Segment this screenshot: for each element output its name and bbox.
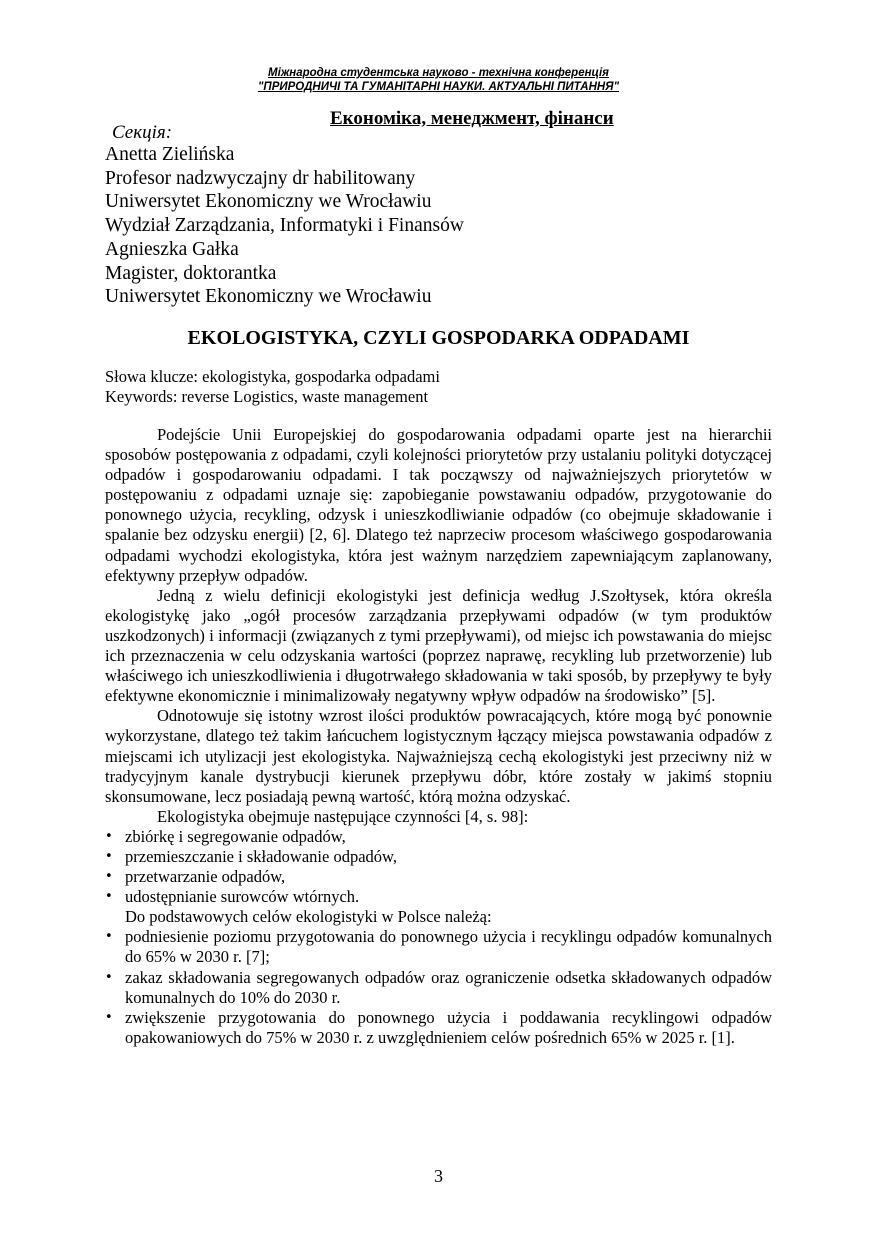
list-item [105,867,772,887]
bullet-icon: • [105,929,113,945]
body-paragraph: Ekologistyka obejmuje następujące czynności [4, s. 98]: [157,806,529,826]
section-title: Економіка, менеджмент, фінанси [330,108,614,129]
author-degree: Profesor nadzwyczajny dr habilitowany [105,167,416,189]
list-item-text: zakaz składowania segregowanych odpadów oraz ograniczenie odsetka składowanych odpadów komunalnych do 10% do 2030 r. [125,967,772,1007]
goals-list [105,927,772,1048]
list-item [105,847,772,867]
paper-body [105,425,772,1048]
bullet-icon: • [105,969,113,985]
list-item-text: zbiórkę i segregowanie odpadów, [125,826,346,846]
bullet-icon: • [105,848,113,864]
list-item [105,968,772,1008]
conference-name: Міжнародна студентська науково - технічна конференція [268,67,609,79]
list-item-text: udostępnianie surowców wtórnych. [125,887,360,907]
bullet-icon: • [105,889,113,905]
bullet-icon: • [105,828,113,844]
keywords-en: Keywords: reverse Logistics, waste management [105,387,429,406]
keywords-pl: Słowa klucze: ekologistyka, gospodarka odpadami [105,367,440,386]
list-item-text: podniesienie poziomu przygotowania do ponownego użycia i recyklingu odpadów komunalnych do 65% w 2030 r. [7]; [125,927,772,967]
section-label: Секція: [112,122,173,143]
conference-theme: "ПРИРОДНИЧІ ТА ГУМАНІТАРНІ НАУКИ. АКТУАЛЬНІ ПИТАННЯ" [257,81,620,93]
author-university: Uniwersytet Ekonomiczny we Wrocławiu [105,286,432,308]
list-item [105,927,772,967]
author-name: Agnieszka Gałka [105,238,239,260]
list-item [105,887,772,907]
body-paragraph: Podejście Unii Europejskiej do gospodarowania odpadami oparte jest na hierarchii sposobów postępowania z odpadami, czyli kolejności priorytetów przy ustalaniu polityki dotyczącej odpadów i gospodarowaniu odpadami. I tak począwszy od najważniejszych priorytetów w postępowaniu z odpadami uznaje się: zapobieganie powstawaniu odpadów, przygotowanie do ponownego użycia, recykling, odzysk i unieszkodliwianie odpadów (co obejmuje składowanie i spalanie bez odzysku energii) [2, 6]. Dlatego też naprzeciw procesom właściwego gospodarowania odpadami wychodzi ekologistyka, która jest ważnym narzędziem zapewniającym zaplanowany, efektywny przepływ odpadów. [105,425,772,585]
page-number: 3 [434,1166,443,1186]
body-paragraph: Odnotowuje się istotny wzrost ilości produktów powracających, które mogą być ponownie wykorzystane, dlatego też takim łańcuchem logistycznym łączący miejsca powstawania odpadów z miejscami ich utylizacji jest ekologistyka. Najważniejszą cechą ekologistyki jest przeciwny niż w tradycyjnym kanale dystrybucji kierunek przepływu dóbr, które zostały w jakimś stopniu skonsumowane, lecz posiadają pewną wartość, którą można odzyskać. [105,706,772,806]
activities-list [105,827,772,907]
author-faculty: Wydział Zarządzania, Informatyki i Finansów [105,215,464,237]
bullet-icon: • [105,869,113,885]
author-block [105,143,464,309]
author-degree: Magister, doktorantka [105,262,277,284]
goals-intro: Do podstawowych celów ekologistyki w Polsce należą: [125,907,492,927]
list-item [105,1008,772,1048]
author-university: Uniwersytet Ekonomiczny we Wrocławiu [105,191,432,213]
list-item-text: przemieszczanie i składowanie odpadów, [125,846,397,866]
author-name: Anetta Zielińska [105,144,235,165]
paper-title: EKOLOGISTYKA, CZYLI GOSPODARKA ODPADAMI [187,327,690,349]
body-paragraph: Jedną z wielu definicji ekologistyki jest definicja według J.Szołtysek, która określa ekologistykę jako „ogół procesów zarządzania przepływami odpadów (w tym produktów uszkodzonych) i informacji (związanych z tymi przepływami), od miejsc ich powstawania do miejsc ich przeznaczenia w celu odzyskania wartości (poprzez naprawę, recykling lub przetworzenie) lub właściwego ich unieszkodliwienia i długotrwałego składowania w taki sposób, by przepływy te były efektywne ekonomicznie i minimalizowały negatywny wpływ odpadów na środowisko” [5]. [105,585,772,706]
bullet-icon: • [105,1009,113,1025]
keywords-block [105,367,440,407]
list-item [105,827,772,847]
conference-header [0,66,877,94]
list-item-text: przetwarzanie odpadów, [125,867,286,887]
list-item-text: zwiększenie przygotowania do ponownego użycia i poddawania recyklingowi odpadów opakowaniowych do 75% w 2030 r. z uwzględnieniem celów pośrednich 65% w 2025 r. [1]. [125,1007,772,1047]
